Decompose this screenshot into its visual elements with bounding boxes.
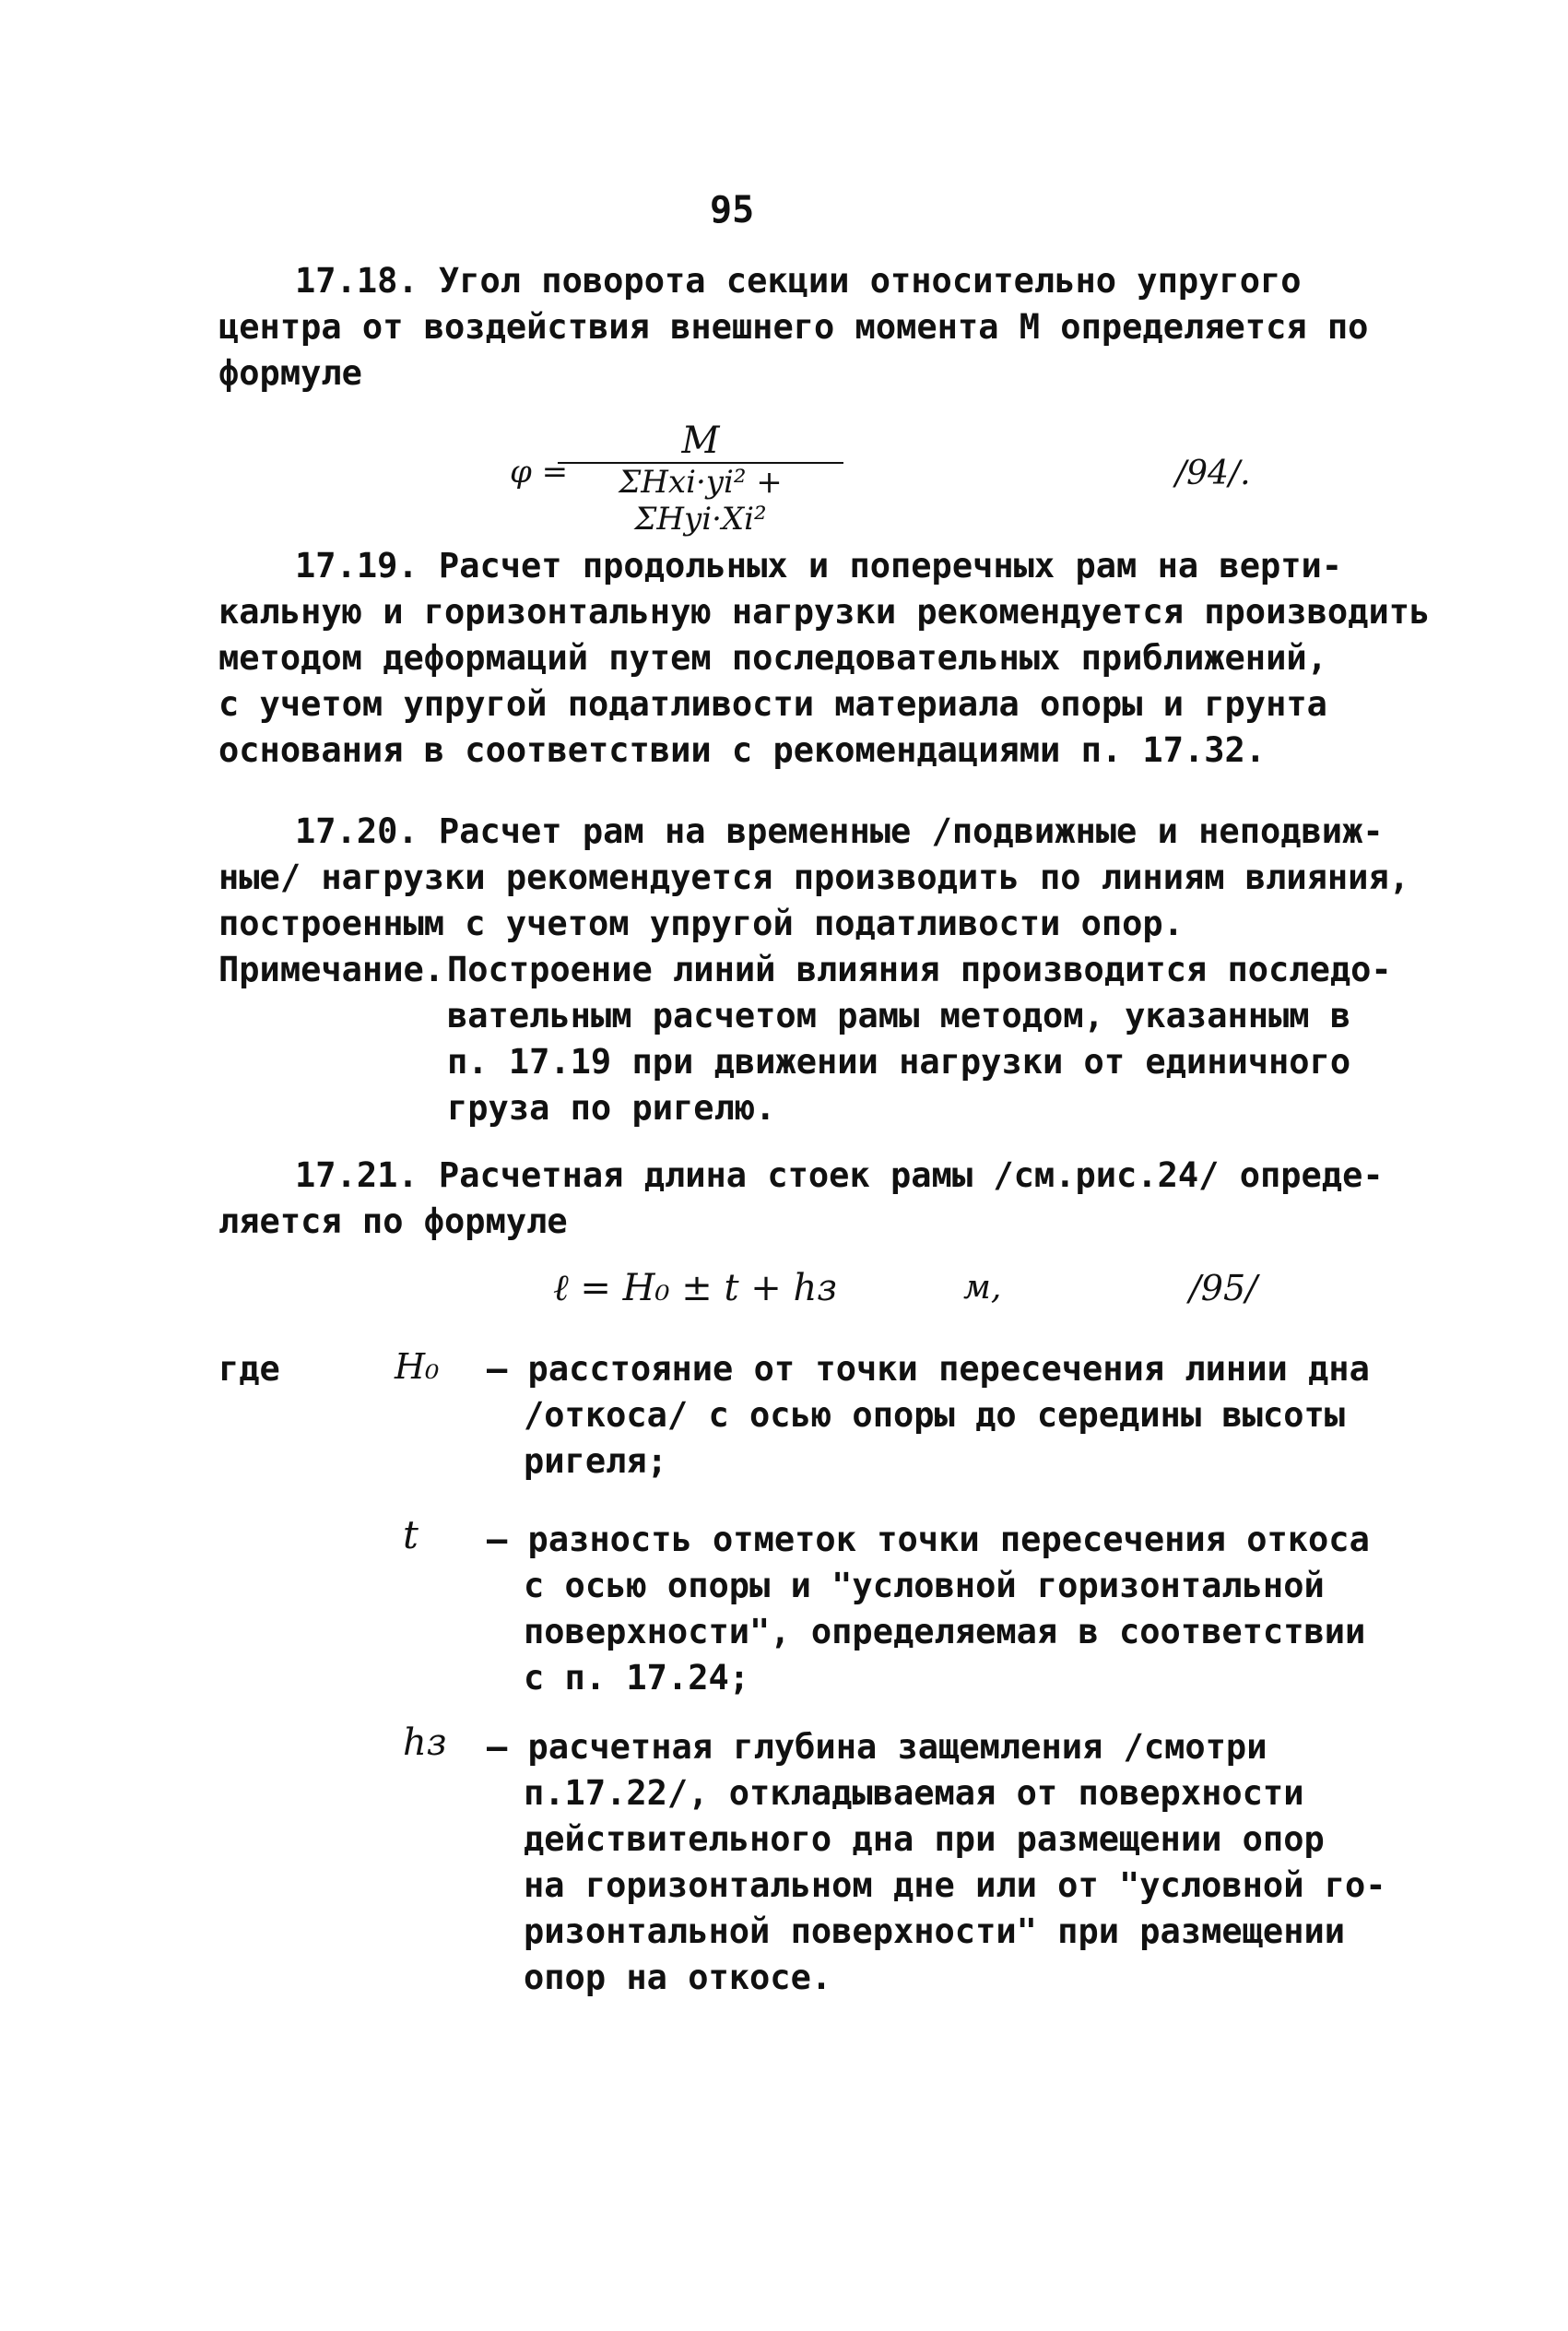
- paragraph-17-18-line-3: формуле: [218, 353, 362, 393]
- formula-95-number: /95/: [1189, 1268, 1257, 1308]
- formula-95-unit: м,: [963, 1269, 1002, 1307]
- definition-h0-line-1: – расстояние от точки пересечения линии дна: [487, 1349, 1370, 1389]
- definition-hz-line-3: действительного дна при размещении опор: [524, 1819, 1325, 1859]
- definition-symbol-t: t: [403, 1512, 419, 1557]
- definition-h0-line-2: /откоса/ с осью опоры до середины высоты: [524, 1395, 1346, 1435]
- paragraph-17-18-line-1: 17.18. Угол поворота секции относительно упругого: [295, 261, 1302, 301]
- note-line-2: вательным расчетом рамы методом, указанным в: [447, 996, 1351, 1035]
- formula-95-expression: ℓ = H₀ ± t + hз: [553, 1267, 838, 1309]
- definition-t-line-3: поверхности", определяемая в соответствии: [524, 1612, 1366, 1651]
- definition-hz-line-5: ризонтальной поверхности" при размещении: [524, 1911, 1346, 1951]
- paragraph-17-20-line-2: ные/ нагрузки рекомендуется производить по линиям влияния,: [218, 858, 1410, 897]
- formula-94-denominator: ΣHxi·yi² + ΣHyi·Xi²: [619, 464, 783, 538]
- where-label: где: [218, 1349, 280, 1389]
- paragraph-17-19-line-3: методом деформаций путем последовательных приближений,: [218, 638, 1327, 678]
- formula-94-numerator: M: [681, 420, 720, 462]
- definition-hz-line-6: опор на откосе.: [524, 1958, 832, 1997]
- paragraph-17-21-line-1: 17.21. Расчетная длина стоек рамы /см.рис.24/ опреде-: [295, 1155, 1384, 1195]
- definition-h0-line-3: ригеля;: [524, 1441, 667, 1481]
- paragraph-17-20-line-1: 17.20. Расчет рам на временные /подвижные и неподвиж-: [295, 811, 1384, 851]
- paragraph-17-19-line-1: 17.19. Расчет продольных и поперечных рам на верти-: [295, 546, 1343, 586]
- page-number: 95: [710, 189, 755, 231]
- paragraph-17-19-line-4: с учетом упругой податливости материала опоры и грунта: [218, 684, 1327, 724]
- definition-t-line-2: с осью опоры и "условной горизонтальной: [524, 1566, 1325, 1605]
- paragraph-17-20-line-3: построенным с учетом упругой податливости опор.: [218, 904, 1184, 943]
- paragraph-17-19-line-2: кальную и горизонтальную нагрузки рекомендуется производить: [218, 592, 1431, 632]
- paragraph-17-19-line-5: основания в соответствии с рекомендациями п. 17.32.: [218, 730, 1267, 770]
- paragraph-17-18-line-2: центра от воздействия внешнего момента М определяется по: [218, 307, 1369, 347]
- formula-94-lhs: φ =: [510, 454, 569, 491]
- note-line-3: п. 17.19 при движении нагрузки от единичного: [447, 1042, 1351, 1082]
- formula-94-fraction: [553, 420, 848, 538]
- note-line-1: Построение линий влияния производится последо-: [447, 950, 1392, 989]
- note-line-4: груза по ригелю.: [447, 1088, 776, 1128]
- note-label: Примечание.: [218, 950, 445, 989]
- definition-t-line-1: – разность отметок точки пересечения откоса: [487, 1520, 1370, 1559]
- paragraph-17-21-line-2: ляется по формуле: [218, 1201, 568, 1241]
- formula-94-number: /94/.: [1175, 455, 1251, 492]
- definition-hz-line-2: п.17.22/, откладываемая от поверхности: [524, 1773, 1304, 1813]
- definition-hz-line-4: на горизонтальном дне или от "условной го-: [524, 1865, 1386, 1905]
- definition-hz-line-1: – расчетная глубина защемления /смотри: [487, 1727, 1267, 1767]
- definition-t-line-4: с п. 17.24;: [524, 1658, 750, 1698]
- definition-symbol-h0: H₀: [395, 1346, 440, 1387]
- definition-symbol-hz: hз: [403, 1722, 447, 1764]
